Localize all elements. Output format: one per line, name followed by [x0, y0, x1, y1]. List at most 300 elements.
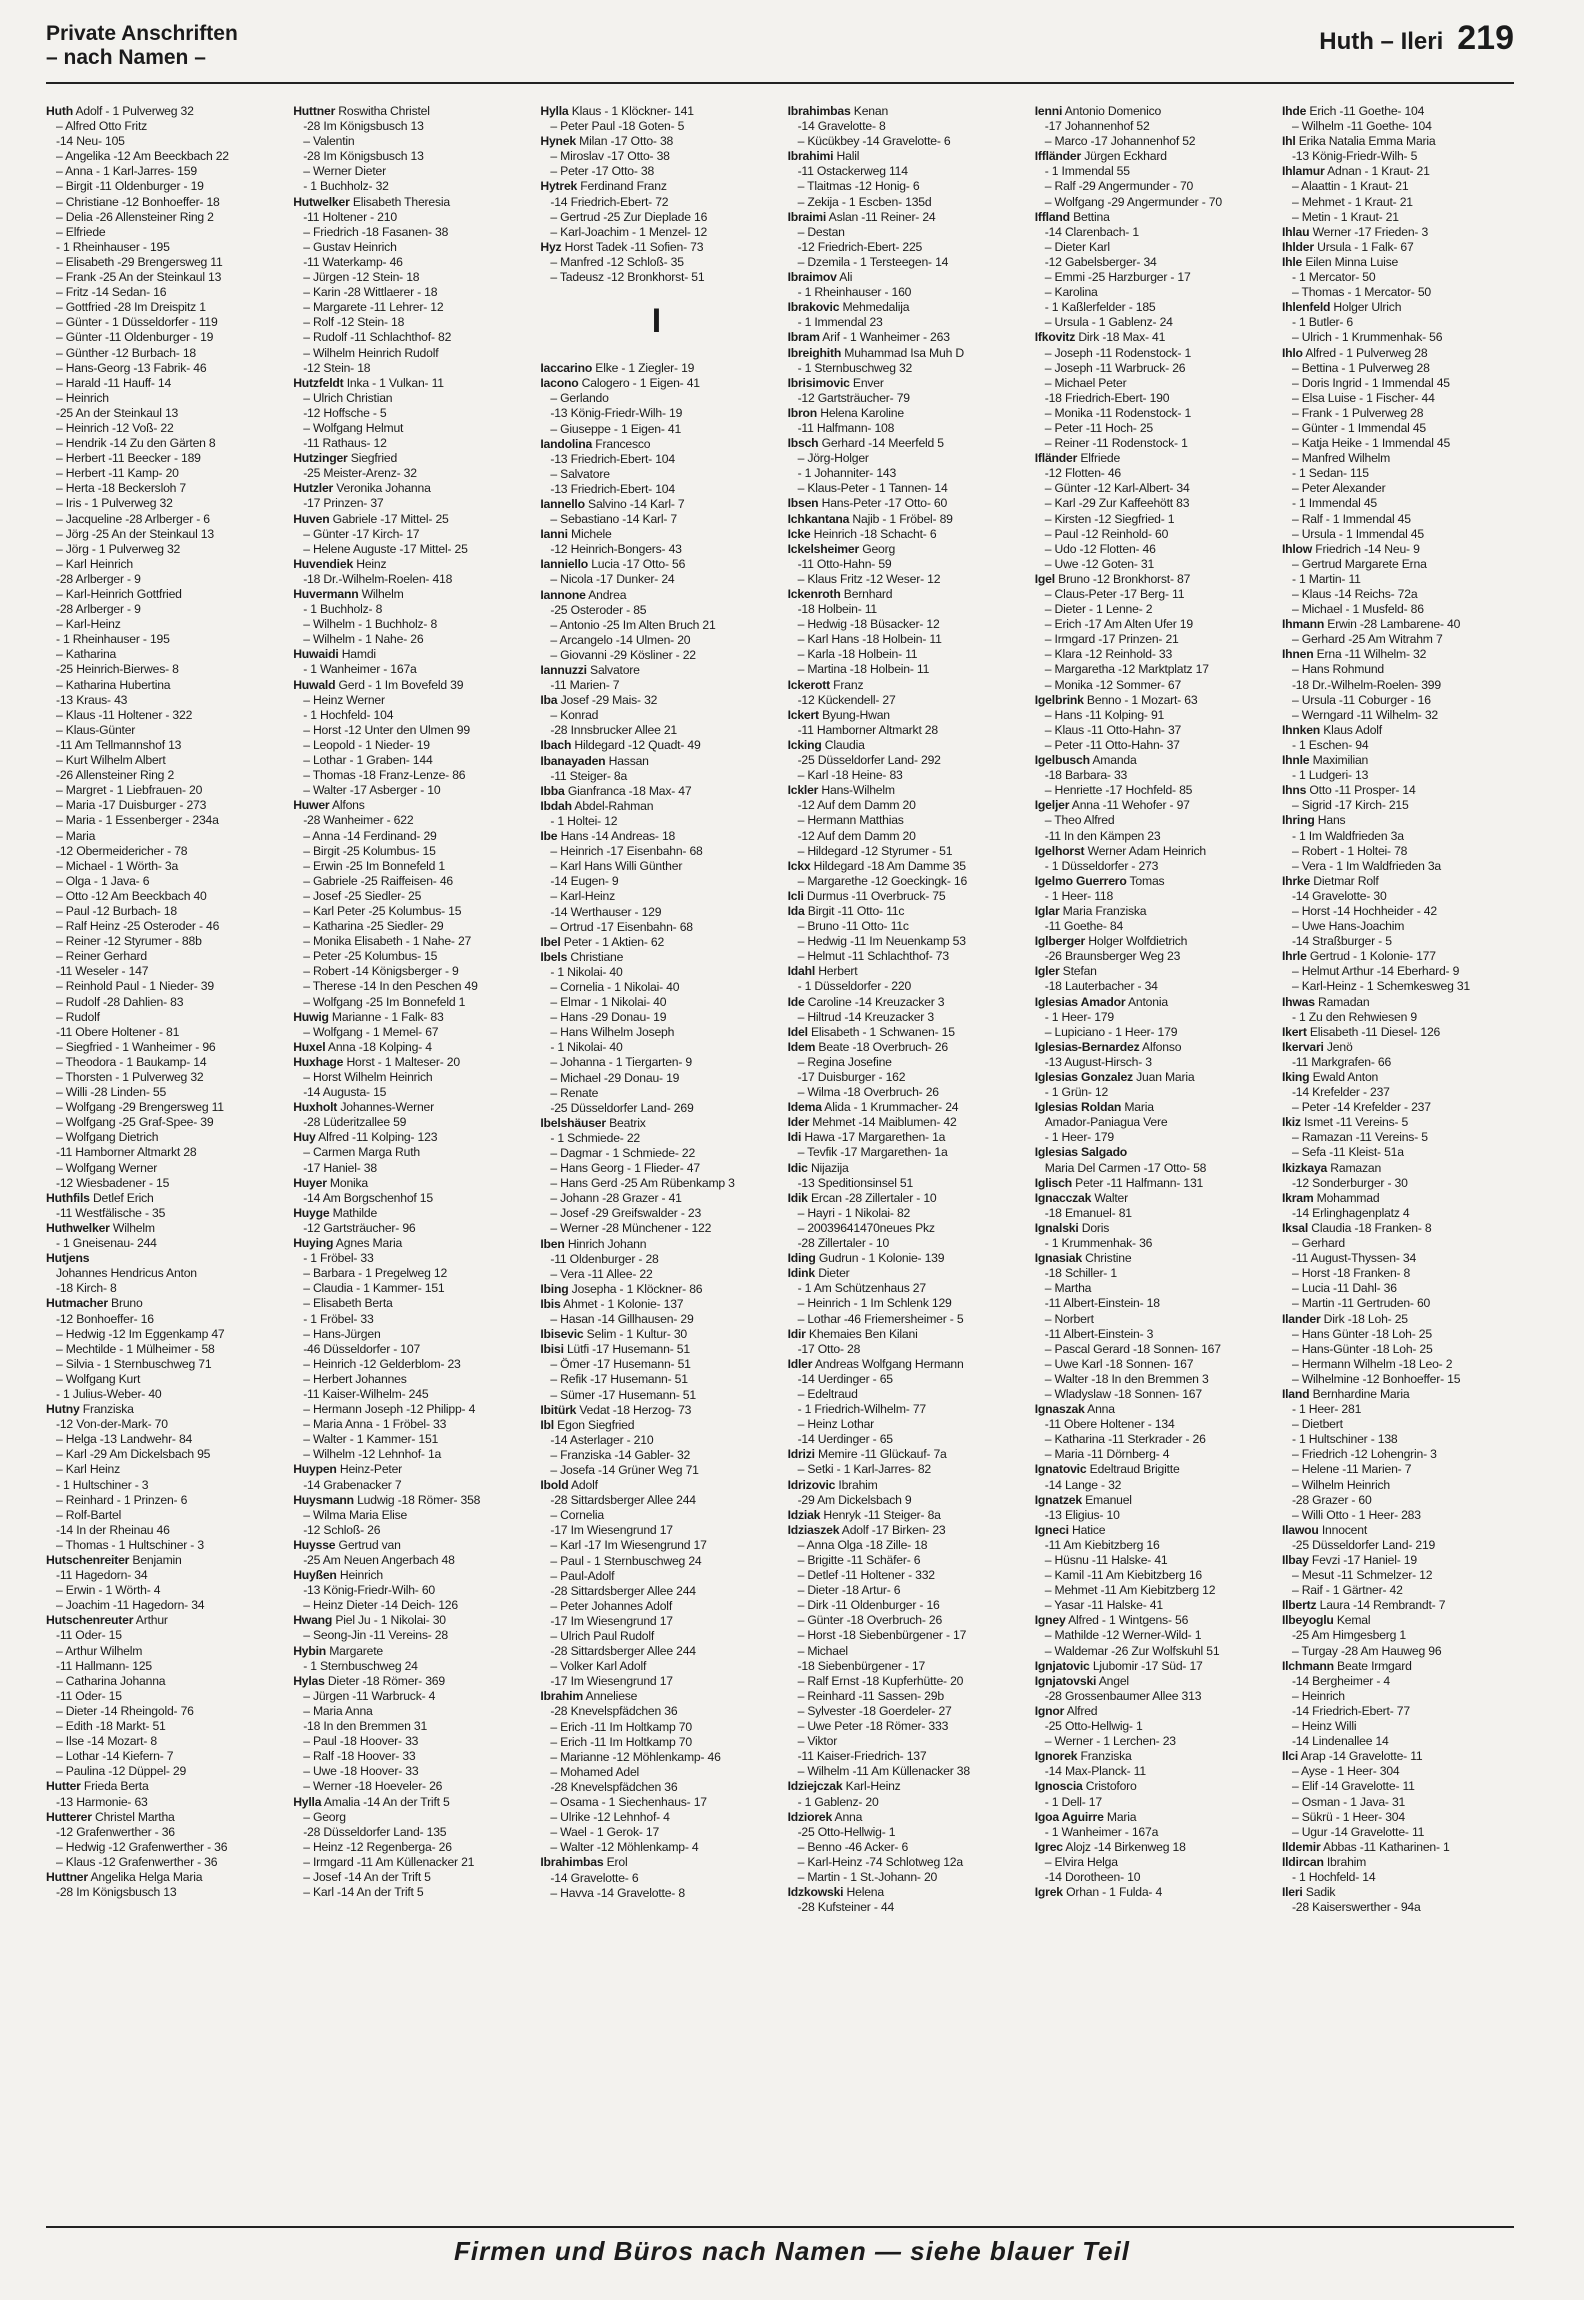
listing-details: Elke - 1 Ziegler- 19 [592, 361, 695, 376]
listing-surname-entry [540, 240, 772, 255]
listing-entry: – Leopold - 1 Nieder- 19 [303, 737, 430, 752]
listing-details: Lucia -17 Otto- 56 [588, 557, 686, 572]
column-3 [540, 104, 772, 2196]
surname: Ickx [787, 858, 811, 873]
surname: Ifländer [1034, 451, 1078, 466]
listing-entry: – Ugur -14 Gravelotte- 11 [1291, 1824, 1425, 1839]
listing-surname-entry [540, 1855, 772, 1870]
surname: Iaccarino [540, 361, 593, 376]
listing-entry: – Hüsnu -11 Halske- 41 [1044, 1553, 1168, 1567]
surname: Igelbusch [1034, 753, 1090, 768]
listing-entry: – Olga - 1 Java- 6 [56, 873, 150, 888]
listing-entry: – Ralf -18 Hoover- 33 [303, 1749, 416, 1764]
listing-entry: – Hedwig -12 Grafenwerther - 36 [56, 1839, 228, 1854]
listing-entry: – Refik -17 Husemann- 51 [550, 1372, 688, 1387]
listing-details: Benno - 1 Mozart- 63 [1083, 692, 1198, 707]
listing-entry: – Osama - 1 Siechenhaus- 17 [550, 1795, 707, 1810]
listing-details: Bruno [107, 1296, 143, 1311]
listing-details: Abbas -11 Katharinen- 1 [1320, 1839, 1450, 1854]
surname: Ilchmann [1281, 1658, 1334, 1673]
surname: Ignor [1034, 1703, 1065, 1718]
listing-surname-entry [788, 587, 1020, 602]
listing-entry: – Joachim -11 Hagedorn- 34 [56, 1598, 205, 1613]
listing-surname-entry [1282, 1070, 1514, 1085]
surname: Huxel [293, 1039, 326, 1054]
listing-details: Mehmedalija [839, 300, 910, 315]
listing-entry: – Anna Olga -18 Zille- 18 [797, 1537, 928, 1552]
surname: Ihring [1281, 813, 1315, 828]
surname: Idler [787, 1356, 813, 1371]
listing-surname-entry [1282, 1115, 1514, 1130]
listing-entry: – Dieter -14 Rheingold- 76 [56, 1703, 194, 1718]
listing-entry: – Rudolf [56, 1009, 100, 1024]
listing-entry: – Waldemar -26 Zur Wolfskuhl 51 [1044, 1643, 1220, 1658]
listing-entry: – Wolfgang -29 Brengersweg 11 [56, 1100, 224, 1115]
listing-entry: – Heinz Willi [1291, 1719, 1357, 1734]
listing-details: Alfons [329, 798, 365, 813]
listing-address: -28 Zillertaler - 10 [797, 1236, 890, 1251]
surname: Iacono [540, 376, 579, 391]
listing-surname-entry [540, 497, 772, 512]
listing-entry: – Gerlando [550, 391, 609, 406]
listing-surname-entry [1035, 149, 1267, 164]
surname: Ignaszak [1034, 1402, 1085, 1417]
listing-entry: – Martin - 1 St.-Johann- 20 [797, 1869, 938, 1884]
listing-surname-entry [540, 935, 772, 950]
listing-details: Elfriede [1077, 451, 1121, 466]
listing-entry: – Edeltraud [797, 1386, 858, 1401]
listing-details: Johannes-Werner [337, 1100, 434, 1115]
listing-entry: – Hedwig -18 Büsacker- 12 [797, 617, 940, 632]
surname: Ianni [540, 527, 568, 542]
listing-surname-entry [1035, 330, 1267, 345]
surname: Hwang [293, 1613, 333, 1628]
listing-surname-entry [293, 1674, 525, 1689]
surname: Huttner [293, 104, 336, 118]
listing-surname-entry [788, 738, 1020, 753]
surname: Ickerott [787, 677, 830, 692]
listing-surname-entry [540, 527, 772, 542]
listing-address: -28 Knevelspfädchen 36 [550, 1779, 678, 1794]
listing-entry: – Hedwig -12 Im Eggenkamp 47 [56, 1326, 225, 1341]
listing-details: Christel Martha [91, 1809, 175, 1824]
listing-entry: – Pascal Gerard -18 Sonnen- 167 [1044, 1341, 1221, 1356]
surname: Iandolina [540, 436, 593, 451]
listing-entry: – Brigitte -11 Schäfer- 6 [797, 1553, 921, 1567]
listing-entry: – Rolf -12 Stein- 18 [303, 315, 405, 330]
listing-address: - 1 Martin- 11 [1291, 571, 1361, 586]
listing-entry: – Manfred Wilhelm [1291, 451, 1391, 466]
listing-details: Ursula - 1 Falk- 67 [1313, 239, 1414, 254]
listing-details: Karl-Heinz [842, 1779, 901, 1794]
listing-entry: – Hayri - 1 Nikolai- 82 [797, 1205, 911, 1220]
surname: Ihde [1281, 104, 1307, 118]
listing-entry: – Wilhelm -11 Am Küllenacker 38 [797, 1764, 970, 1779]
listing-address: - 1 Rheinhauser - 195 [56, 239, 170, 254]
listing-surname-entry [1035, 1251, 1267, 1266]
listing-details: Ljubomir -17 Süd- 17 [1089, 1658, 1203, 1673]
listing-address: - 1 Immendal 23 [797, 315, 883, 330]
listing-surname-entry [46, 1191, 278, 1206]
listing-entry: – Lothar -46 Friemersheimer - 5 [797, 1311, 964, 1326]
listing-surname-entry [540, 950, 772, 965]
surname: Hutschenreiter [46, 1553, 130, 1567]
listing-surname-entry [293, 1462, 525, 1477]
section-title-line1: Private Anschriften [46, 22, 238, 45]
surname: Iglberger [1034, 934, 1086, 949]
listing-details: Franziska [79, 1402, 134, 1417]
listing-details: Ahmet - 1 Kolonie- 137 [560, 1296, 684, 1311]
listing-surname-entry [788, 1100, 1020, 1115]
listing-surname-entry [1282, 813, 1514, 828]
listing-details: Elisabeth -11 Diesel- 126 [1306, 1024, 1441, 1039]
letter-heading: I [651, 302, 661, 341]
listing-details: Helena [843, 1885, 884, 1900]
listing-entry: – Robert -14 Königsberger - 9 [303, 964, 459, 979]
listing-entry: – Mesut -11 Schmelzer- 12 [1291, 1568, 1433, 1583]
listing-entry: – Elisabeth -29 Brengersweg 11 [56, 254, 223, 269]
listing-surname-entry [788, 406, 1020, 421]
listing-surname-entry [540, 829, 772, 844]
listing-address: -28 Sittardsberger Allee 244 [550, 1583, 696, 1598]
listing-details: Kenan [850, 104, 889, 118]
surname: Idziak [787, 1507, 821, 1522]
listing-surname-entry [1035, 1674, 1267, 1689]
listing-entry: – Josef -14 An der Trift 5 [303, 1869, 431, 1884]
surname: Hutmacher [46, 1296, 108, 1311]
listing-entry: – Mathilde -12 Werner-Wild- 1 [1044, 1628, 1202, 1643]
listing-entry: – Elvira Helga [1044, 1854, 1118, 1869]
listing-details: Veronika Johanna [333, 481, 431, 496]
listing-surname-entry [1282, 300, 1514, 315]
surname: Ibing [540, 1281, 569, 1296]
surname: Ihrke [1281, 873, 1311, 888]
listing-entry: – Wilma Maria Elise [303, 1507, 408, 1522]
listing-entry: – Theo Alfred [1044, 813, 1115, 828]
listing-details: Ercan -28 Zillertaler - 10 [807, 1190, 937, 1205]
listing-entry: – Dagmar - 1 Schmiede- 22 [550, 1146, 696, 1160]
listing-address: -13 König-Friedr-Wilh- 19 [550, 406, 683, 421]
listing-entry: – Reiner -11 Rodenstock- 1 [1044, 436, 1188, 451]
surname: Ildemir [1281, 1839, 1321, 1854]
listing-entry: – Dieter -18 Artur- 6 [797, 1583, 901, 1598]
listing-entry: – Kirsten -12 Siegfried- 1 [1044, 511, 1175, 526]
listing-address: - 1 Krummenhak- 36 [1044, 1236, 1153, 1251]
listing-entry: – Paul-Adolf [550, 1568, 615, 1583]
surname: Ibraimov [787, 270, 837, 285]
surname: Ihmann [1281, 617, 1325, 632]
listing-details: Otto -11 Prosper- 14 [1306, 783, 1416, 798]
listing-surname-entry [1035, 1070, 1267, 1085]
listing-surname-entry [1035, 995, 1267, 1010]
listing-entry: – Karl Hans Willi Günther [550, 859, 683, 874]
listing-surname-entry [1035, 1462, 1267, 1477]
listing-address: -14 Dorotheen- 10 [1044, 1869, 1141, 1884]
listing-surname-entry [293, 1493, 525, 1508]
listing-surname-entry [788, 330, 1020, 345]
listing-address: - 1 Heer- 179 [1044, 1130, 1114, 1145]
listing-surname-entry [1282, 104, 1514, 119]
listing-details: Gianfranca -18 Max- 47 [564, 783, 692, 798]
listing-entry: – Ralf Heinz -25 Osteroder - 46 [56, 919, 220, 934]
listing-entry: – Martin -11 Gertruden- 60 [1291, 1296, 1431, 1311]
listing-surname-entry [1035, 798, 1267, 813]
surname: Iksal [1281, 1220, 1309, 1235]
listing-entry: – Klaus-Peter - 1 Tannen- 14 [797, 481, 948, 496]
surname: Ibram [787, 330, 820, 345]
listing-entry: – Michael -29 Donau- 19 [550, 1070, 680, 1085]
listing-entry: – Katharina -25 Siedler- 29 [303, 919, 444, 934]
listing-entry: – Michael Peter [1044, 375, 1127, 390]
listing-entry: – Joseph -11 Rodenstock- 1 [1044, 345, 1192, 360]
listing-entry: – Willi Otto - 1 Heer- 283 [1291, 1507, 1421, 1522]
listing-entry: – Karl-Joachim - 1 Menzel- 12 [550, 224, 708, 239]
listing-entry: – Helga -13 Landwehr- 84 [56, 1432, 193, 1447]
listing-details: Gabriele -17 Mittel- 25 [329, 511, 449, 526]
listing-address: -11 August-Thyssen- 34 [1291, 1251, 1417, 1266]
listing-address: -11 Rathaus- 12 [303, 436, 387, 451]
listing-entry: – Hermann Joseph -12 Philipp- 4 [303, 1402, 476, 1417]
listing-surname-entry [1035, 1402, 1267, 1417]
listing-surname-entry [293, 798, 525, 813]
surname: Ikert [1281, 1024, 1307, 1039]
listing-entry: – Rudolf -11 Schlachthof- 82 [303, 330, 452, 345]
listing-address: -12 Kückendell- 27 [797, 692, 896, 707]
listing-entry: – Turgay -28 Am Hauweg 96 [1291, 1643, 1442, 1658]
listing-entry: – Karla -18 Holbein- 11 [797, 647, 918, 662]
listing-entry: – Gottfried -28 Im Dreispitz 1 [56, 300, 206, 315]
listing-surname-entry [788, 1266, 1020, 1281]
listing-address: - 1 Im Waldfrieden 3a [1291, 828, 1404, 843]
listing-surname-entry [788, 436, 1020, 451]
listing-surname-entry [46, 1221, 278, 1236]
listing-entry: – Marianne -12 Möhlenkamp- 46 [550, 1749, 721, 1764]
listing-entry: – Werner - 1 Lerchen- 23 [1044, 1734, 1176, 1749]
listing-entry: – Thomas -18 Franz-Lenze- 86 [303, 768, 466, 783]
listing-details: Dirk -18 Max- 41 [1075, 330, 1166, 345]
listing-surname-entry [1035, 1040, 1267, 1055]
listing-address: -11 Hamborner Altmarkt 28 [56, 1145, 197, 1160]
listing-details: Adolf - 1 Pulverweg 32 [72, 104, 194, 118]
listing-address: -12 Heinrich-Bongers- 43 [550, 542, 682, 557]
listing-details: Muhammad Isa Muh D [841, 345, 964, 360]
listing-details: Werner Adam Heinrich [1084, 843, 1206, 858]
listing-entry: – Martha [1044, 1281, 1092, 1296]
surname: Ienni [1034, 104, 1063, 118]
surname: Ikiz [1281, 1115, 1301, 1130]
listing-surname-entry [1035, 904, 1267, 919]
listing-details: Alfonso [1139, 1039, 1182, 1054]
listing-surname-entry [293, 512, 525, 527]
listing-surname-entry [1282, 542, 1514, 557]
listing-entry: – Karl -29 Zur Kaffeehött 83 [1044, 496, 1190, 511]
listing-address: -17 Otto- 28 [797, 1341, 861, 1356]
listing-entry: – Peter -14 Krefelder - 237 [1291, 1100, 1431, 1115]
listing-surname-entry [540, 588, 772, 603]
listing-surname-entry [293, 1130, 525, 1145]
listing-surname-entry [788, 1447, 1020, 1462]
listing-surname-entry [788, 1327, 1020, 1342]
listing-entry: – Wilhelm - 1 Buchholz- 8 [303, 617, 438, 632]
listing-details: Halil [833, 149, 860, 164]
listing-surname-entry [540, 104, 772, 119]
surname: Hutjens [46, 1251, 90, 1266]
listing-surname-entry [1282, 874, 1514, 889]
listing-entry: – Heinz Werner [303, 692, 385, 707]
surname: Ibreighith [787, 345, 842, 360]
listing-entry: – Thomas - 1 Mercator- 50 [1291, 285, 1431, 300]
listing-entry: – Konrad [550, 708, 599, 723]
listing-address: - 1 Heer- 118 [1044, 888, 1114, 903]
listing-address: -25 Am Himgesberg 1 [1291, 1628, 1407, 1643]
listing-entry: – Ilse -14 Mozart- 8 [56, 1734, 157, 1749]
directory-columns [46, 104, 1514, 2196]
listing-address: - 1 Eschen- 94 [1291, 737, 1369, 752]
surname: Ibron [787, 405, 818, 420]
surname: Iglar [1034, 903, 1060, 918]
listing-details: Ludwig -18 Römer- 358 [353, 1492, 481, 1507]
listing-details: Angelika Helga Maria [87, 1869, 203, 1884]
listing-address: -14 Eugen- 9 [550, 874, 619, 889]
listing-address: -14 Gravelotte- 6 [550, 1870, 639, 1885]
listing-details: Anna [832, 1809, 863, 1824]
listing-entry: – Ursula -11 Coburger - 16 [1291, 692, 1431, 707]
listing-entry: – Anna - 1 Karl-Jarres- 159 [56, 164, 197, 179]
listing-address: - 1 Zu den Rehwiesen 9 [1291, 1009, 1417, 1024]
listing-address: - 1 Gneisenau- 244 [56, 1236, 157, 1251]
listing-address: - 1 Friedrich-Wilhelm- 77 [797, 1402, 926, 1417]
listing-address: - 1 Mercator- 50 [1291, 270, 1376, 285]
surname: Ilbay [1281, 1553, 1309, 1567]
listing-entry: – Peter -17 Otto- 38 [550, 164, 655, 179]
surname: Idink [787, 1266, 816, 1281]
listing-details: Georg [859, 541, 896, 556]
page-range-heading [1319, 20, 1514, 60]
listing-entry: – Valentin [303, 134, 355, 149]
listing-entry: – Peter -25 Kolumbus- 15 [303, 949, 438, 964]
surname: Ilci [1281, 1749, 1299, 1764]
surname: Igneci [1034, 1522, 1069, 1537]
listing-details: Heinrich -18 Schacht- 6 [810, 526, 937, 541]
listing-surname-entry [788, 964, 1020, 979]
surname: Iba [540, 693, 558, 708]
listing-surname-entry [1035, 1749, 1267, 1764]
listing-address: - 1 Wanheimer - 167a [1044, 1824, 1159, 1839]
listing-entry: – Sükrü - 1 Heer- 304 [1291, 1809, 1405, 1824]
listing-surname-entry [540, 1327, 772, 1342]
listing-entry: – Werner Dieter [303, 164, 386, 179]
listing-details: Marianne - 1 Falk- 83 [328, 1009, 444, 1024]
listing-entry: – Gerhard [1291, 1236, 1346, 1251]
column-1 [46, 104, 278, 2196]
surname: Ignalski [1034, 1220, 1079, 1235]
listing-address: - 1 Grün- 12 [1044, 1085, 1109, 1100]
surname: Hylas [293, 1673, 325, 1688]
listing-entry: – Helene -11 Marien- 7 [1291, 1462, 1412, 1477]
listing-surname-entry [1035, 753, 1267, 768]
listing-entry: – Irmgard -17 Prinzen- 21 [1044, 632, 1179, 647]
surname: Ibsch [787, 436, 819, 451]
listing-address: -14 Lindenallee 14 [1291, 1734, 1389, 1749]
listing-surname-entry [293, 376, 525, 391]
listing-entry: – Otto -12 Am Beeckbach 40 [56, 888, 207, 903]
listing-address: -46 Düsseldorfer - 107 [303, 1341, 421, 1356]
surname: Iglesias Gonzalez [1034, 1070, 1133, 1084]
listing-address: -12 Gartsträucher- 79 [797, 390, 910, 405]
listing-details: Ismet -11 Vereins- 5 [1300, 1115, 1409, 1130]
listing-surname-entry [788, 527, 1020, 542]
surname: Ileri [1281, 1885, 1303, 1900]
listing-entry: – Jörg - 1 Pulverweg 32 [56, 541, 181, 556]
listing-entry: – Wilhelm -12 Lehnhof- 1a [303, 1447, 442, 1462]
listing-entry: – Ursula - 1 Gablenz- 24 [1044, 315, 1173, 330]
surname: Ihle [1281, 254, 1303, 269]
listing-address: -18 Dr.-Wilhelm-Roelen- 399 [1291, 677, 1441, 692]
listing-surname-entry [293, 678, 525, 693]
listing-address: -14 Grabenacker 7 [303, 1477, 402, 1492]
surname: Huypen [293, 1462, 337, 1477]
listing-surname-entry [1035, 1100, 1267, 1115]
listing-entry: – Delia -26 Allensteiner Ring 2 [56, 209, 214, 224]
listing-entry: – Günter -12 Karl-Albert- 34 [1044, 481, 1190, 496]
listing-entry: – Wolfgang -25 Im Bonnefeld 1 [303, 994, 466, 1009]
listing-entry: – Johanna - 1 Tiergarten- 9 [550, 1055, 692, 1070]
listing-entry: – Detlef -11 Holtener - 332 [797, 1568, 935, 1583]
listing-entry: – Peter Alexander [1291, 481, 1386, 496]
listing-details: Adnan - 1 Kraut- 21 [1324, 164, 1430, 179]
listing-surname-entry [540, 1297, 772, 1312]
listing-surname-entry [788, 708, 1020, 723]
listing-entry: – Heinz Dieter -14 Deich- 126 [303, 1598, 458, 1613]
surname: Hylla [540, 104, 569, 118]
surname: Huvendiek [293, 556, 354, 571]
listing-entry: – Horst -14 Hochheider - 42 [1291, 903, 1437, 918]
surname: Ibitürk [540, 1402, 577, 1417]
listing-details: Anna -18 Kolping- 4 [325, 1039, 432, 1054]
surname: Huttner [46, 1869, 88, 1884]
listing-details: Arthur [133, 1613, 168, 1628]
listing-address: -17 Johannenhof 52 [1044, 119, 1150, 134]
listing-details: Milan -17 Otto- 38 [575, 134, 674, 149]
listing-entry: – Hans Günter -18 Loh- 25 [1291, 1326, 1432, 1341]
listing-surname-entry [540, 1116, 772, 1131]
listing-surname-entry [1282, 225, 1514, 240]
listing-details: Calogero - 1 Eigen- 41 [578, 376, 700, 391]
listing-entry: – Wladyslaw -18 Sonnen- 167 [1044, 1386, 1202, 1401]
listing-entry: – Irmgard -11 Am Küllenacker 21 [303, 1854, 475, 1869]
listing-entry: – Jürgen -11 Warbruck- 4 [303, 1688, 436, 1703]
listing-surname-entry [788, 1115, 1020, 1130]
listing-details: Heinrich [336, 1568, 383, 1583]
surname: Hybin [293, 1643, 327, 1658]
listing-surname-entry [788, 1523, 1020, 1538]
listing-surname-entry [1282, 1659, 1514, 1674]
listing-surname-entry [293, 1040, 525, 1055]
surname: Ibl [540, 1417, 554, 1432]
listing-details: Dieter [815, 1266, 850, 1281]
listing-address: -17 Prinzen- 37 [303, 496, 384, 511]
listing-entry: – Wael - 1 Gerok- 17 [550, 1825, 660, 1840]
listing-entry: – Norbert [1044, 1311, 1094, 1326]
listing-address: -14 Max-Planck- 11 [1044, 1764, 1146, 1779]
surname: Hutzinger [293, 451, 348, 466]
listing-entry: – Reinhard - 1 Prinzen- 6 [56, 1492, 188, 1507]
listing-entry: – Claus-Peter -17 Berg- 11 [1044, 587, 1185, 601]
listing-details: Peter - 1 Aktien- 62 [560, 934, 665, 949]
listing-surname-entry [788, 678, 1020, 693]
listing-entry: – Franziska -14 Gabler- 32 [550, 1447, 691, 1462]
surname: Hylla [293, 1794, 322, 1809]
